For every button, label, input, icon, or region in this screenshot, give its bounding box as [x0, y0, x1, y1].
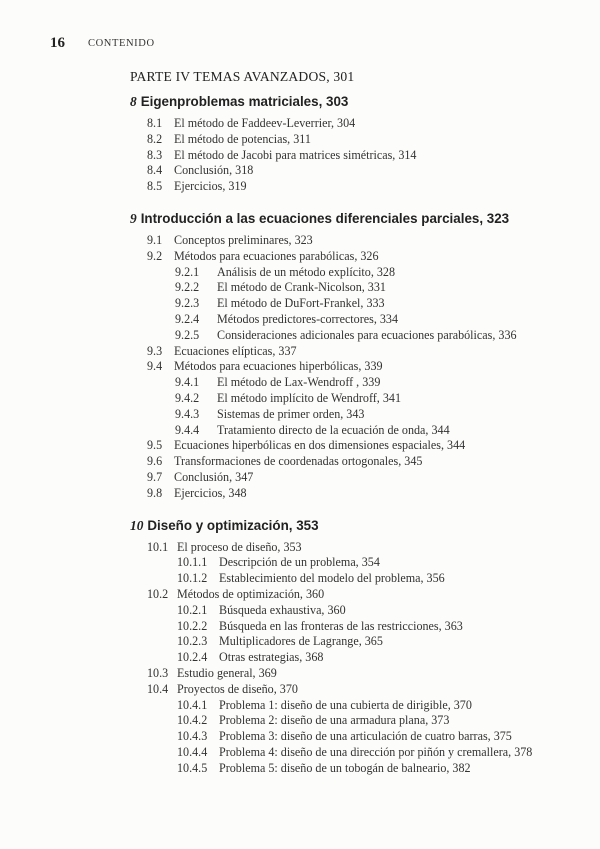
chapter-number: 10 [130, 517, 144, 533]
entry-number: 8.2 [147, 131, 163, 146]
section-entry [130, 233, 590, 249]
entry-text: Multiplicadores de Lagrange, 365 [219, 634, 383, 649]
section-entry [130, 666, 590, 682]
entry-number: 9.4 [147, 359, 163, 374]
subsection-entry [130, 571, 590, 587]
section-entry [130, 179, 590, 195]
subsection-entry [130, 312, 590, 328]
entry-number: 9.6 [147, 454, 163, 469]
subsection-entry [130, 761, 590, 777]
entry-text: El método de Crank-Nicolson, 331 [217, 280, 386, 295]
section-entry [130, 249, 590, 265]
entry-number: 9.2.5 [175, 327, 200, 342]
entry-text: Ejercicios, 319 [174, 179, 247, 194]
chapter-heading [130, 209, 590, 229]
subsection-entry [130, 280, 590, 296]
chapter-title: Introducción a las ecuaciones diferenciales parciales, 323 [140, 210, 510, 226]
entry-number: 9.4.3 [175, 406, 200, 421]
subsection-entry [130, 650, 590, 666]
entry-text: Métodos para ecuaciones parabólicas, 326 [174, 248, 379, 263]
entry-text: Ejercicios, 348 [174, 485, 247, 500]
subsection-entry [130, 423, 590, 439]
entry-number: 10.2.3 [177, 634, 208, 649]
subsection-entry [130, 698, 590, 714]
entry-number: 9.4.1 [175, 375, 200, 390]
entry-text: Ecuaciones hiperbólicas en dos dimensiones espaciales, 344 [174, 438, 466, 453]
entry-text: El proceso de diseño, 353 [177, 539, 302, 554]
entry-number: 10.4.3 [177, 729, 208, 744]
entry-number: 9.3 [147, 343, 163, 358]
entry-number: 10.1 [147, 539, 169, 554]
section-entry [130, 132, 590, 148]
running-title: CONTENIDO [88, 38, 155, 49]
subsection-entry [130, 407, 590, 423]
entry-text: Problema 3: diseño de una articulación de cuatro barras, 375 [219, 729, 512, 744]
entry-number: 9.4.2 [175, 390, 200, 405]
entry-number: 9.2.4 [175, 311, 200, 326]
chapter-list [130, 92, 590, 776]
entry-text: El método implícito de Wendroff, 341 [217, 390, 401, 405]
subsection-entry [130, 729, 590, 745]
entry-number: 9.5 [147, 438, 163, 453]
section-entry [130, 454, 590, 470]
entry-text: Sistemas de primer orden, 343 [217, 406, 365, 421]
subsection-entry [130, 375, 590, 391]
entry-number: 8.3 [147, 147, 163, 162]
entry-text: Ecuaciones elípticas, 337 [174, 343, 297, 358]
section-entry [130, 116, 590, 132]
subsection-entry [130, 603, 590, 619]
entry-number: 9.2 [147, 248, 163, 263]
chapter-section [130, 516, 590, 777]
entry-number: 9.2.1 [175, 264, 200, 279]
chapter-title: Diseño y optimización, 353 [147, 517, 319, 533]
entry-number: 10.3 [147, 665, 169, 680]
part-title: PARTE IV TEMAS AVANZADOS, 301 [130, 69, 355, 84]
entry-number: 9.4.4 [175, 422, 200, 437]
section-entry [130, 344, 590, 360]
subsection-entry [130, 555, 590, 571]
entry-number: 9.7 [147, 469, 163, 484]
entry-text: Consideraciones adicionales para ecuaciones parabólicas, 336 [217, 327, 517, 342]
entry-text: Conclusión, 318 [174, 163, 254, 178]
entry-text: El método de Jacobi para matrices simétricas, 314 [174, 147, 417, 162]
subsection-entry [130, 745, 590, 761]
entry-number: 10.2.4 [177, 650, 208, 665]
entry-number: 9.1 [147, 232, 163, 247]
entry-text: Métodos de optimización, 360 [177, 586, 325, 601]
subsection-entry [130, 634, 590, 650]
entry-number: 10.4.1 [177, 697, 208, 712]
chapter-title: Eigenproblemas matriciales, 303 [140, 94, 349, 109]
section-entry [130, 540, 590, 556]
subsection-entry [130, 391, 590, 407]
entry-number: 10.2 [147, 586, 169, 601]
chapter-heading [130, 92, 590, 112]
entry-number: 10.2.1 [177, 602, 208, 617]
section-entry [130, 359, 590, 375]
entry-number: 9.2.2 [175, 280, 200, 295]
chapter-number: 9 [130, 210, 137, 226]
entry-text: Otras estrategias, 368 [219, 650, 324, 665]
entry-text: El método de potencias, 311 [174, 131, 311, 146]
entry-text: Problema 2: diseño de una armadura plana, 373 [219, 713, 450, 728]
entry-text: Búsqueda en las fronteras de las restricciones, 363 [219, 618, 463, 633]
section-entry [130, 438, 590, 454]
chapter-number: 8 [130, 94, 137, 109]
subsection-entry [130, 265, 590, 281]
entry-text: Conceptos preliminares, 323 [174, 232, 313, 247]
entry-number: 8.1 [147, 116, 163, 130]
entry-number: 10.1.1 [177, 555, 208, 570]
page-number: 16 [50, 35, 65, 51]
entry-number: 8.4 [147, 163, 163, 178]
section-entry [130, 163, 590, 179]
entry-text: Establecimiento del modelo del problema, 356 [219, 571, 445, 586]
entry-text: El método de Lax-Wendroff , 339 [217, 375, 381, 390]
entry-text: Transformaciones de coordenadas ortogonales, 345 [174, 454, 423, 469]
entry-text: Métodos predictores-correctores, 334 [217, 311, 399, 326]
section-entry [130, 470, 590, 486]
table-of-contents [130, 66, 590, 776]
entry-text: El método de DuFort-Frankel, 333 [217, 296, 385, 311]
section-entry [130, 682, 590, 698]
entry-text: Conclusión, 347 [174, 469, 254, 484]
entry-number: 10.4.5 [177, 760, 208, 775]
entry-text: Análisis de un método explícito, 328 [217, 264, 396, 279]
chapter-heading [130, 516, 590, 536]
entry-number: 10.1.2 [177, 571, 208, 586]
subsection-entry [130, 296, 590, 312]
entry-number: 8.5 [147, 179, 163, 194]
entry-number: 10.4 [147, 681, 169, 696]
entry-text: Estudio general, 369 [177, 665, 277, 680]
chapter-section [130, 209, 590, 516]
section-entry [130, 587, 590, 603]
entry-text: El método de Faddeev-Leverrier, 304 [174, 116, 356, 130]
subsection-entry [130, 619, 590, 635]
entry-text: Métodos para ecuaciones hiperbólicas, 339 [174, 359, 383, 374]
subsection-entry [130, 713, 590, 729]
subsection-entry [130, 328, 590, 344]
section-entry [130, 148, 590, 164]
entry-text: Problema 4: diseño de una dirección por piñón y cremallera, 378 [219, 744, 533, 759]
section-entry [130, 486, 590, 502]
entry-text: Problema 1: diseño de una cubierta de dirigible, 370 [219, 697, 472, 712]
entry-text: Proyectos de diseño, 370 [177, 681, 298, 696]
entry-text: Problema 5: diseño de un tobogán de balneario, 382 [219, 760, 471, 775]
entry-text: Descripción de un problema, 354 [219, 555, 380, 570]
entry-number: 10.4.4 [177, 744, 208, 759]
entry-number: 10.2.2 [177, 618, 208, 633]
entry-number: 10.4.2 [177, 713, 208, 728]
entry-number: 9.2.3 [175, 296, 200, 311]
entry-text: Búsqueda exhaustiva, 360 [219, 602, 346, 617]
chapter-section [130, 92, 590, 209]
entry-number: 9.8 [147, 485, 163, 500]
entry-text: Tratamiento directo de la ecuación de onda, 344 [217, 422, 450, 437]
